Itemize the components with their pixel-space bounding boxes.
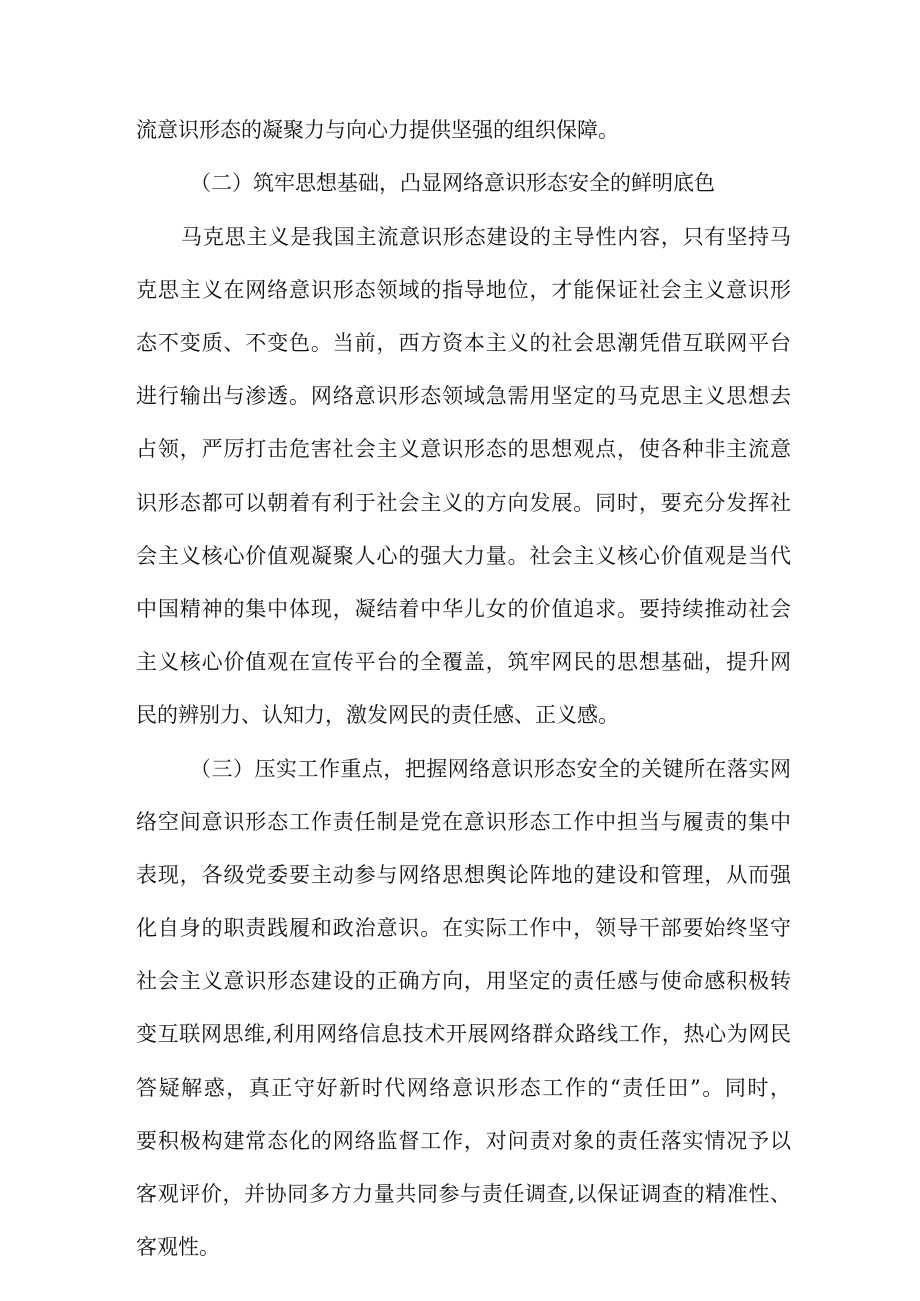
text-line: 答疑解惑，真正守好新时代网络意识形态工作的“责任田”。同时， xyxy=(136,1076,791,1100)
text-line: 客观性。 xyxy=(136,1235,220,1259)
text-line: 会主义核心价值观凝聚人心的强大力量。社会主义核心价值观是当代 xyxy=(136,544,791,568)
text-line: 识形态都可以朝着有利于社会主义的方向发展。同时，要充分发挥社 xyxy=(136,491,791,515)
text-line: 占领，严厉打击危害社会主义意识形态的思想观点，使各种非主流意 xyxy=(136,437,791,461)
text-line: 要积极构建常态化的网络监督工作，对问责对象的责任落实情况予以 xyxy=(136,1129,791,1153)
section-heading: （三）压实工作重点，把握网络意识形态安全的关键所在落实网 xyxy=(190,757,791,781)
text-line: 络空间意识形态工作责任制是党在意识形态工作中担当与履责的集中 xyxy=(136,810,791,834)
text-line: 表现，各级党委要主动参与网络思想舆论阵地的建设和管理，从而强 xyxy=(136,863,791,887)
section-heading: （二）筑牢思想基础，凸显网络意识形态安全的鲜明底色 xyxy=(190,171,715,195)
text-line: 态不变质、不变色。当前，西方资本主义的社会思潮凭借互联网平台 xyxy=(136,331,791,355)
text-line: 客观评价，并协同多方力量共同参与责任调查,以保证调查的精准性、 xyxy=(136,1182,791,1206)
text-line: 马克思主义是我国主流意识形态建设的主导性内容，只有坚持马 xyxy=(181,225,791,249)
text-line: 流意识形态的凝聚力与向心力提供坚强的组织保障。 xyxy=(136,118,619,142)
text-line: 民的辨别力、认知力，激发网民的责任感、正义感。 xyxy=(136,703,619,727)
text-line: 变互联网思维,利用网络信息技术开展网络群众路线工作，热心为网民 xyxy=(136,1022,791,1046)
text-line: 进行输出与渗透。网络意识形态领域急需用坚定的马克思主义思想去 xyxy=(136,384,791,408)
text-line: 克思主义在网络意识形态领域的指导地位，才能保证社会主义意识形 xyxy=(136,278,791,302)
text-line: 化自身的职责践履和政治意识。在实际工作中，领导干部要始终坚守 xyxy=(136,916,791,940)
text-line: 主义核心价值观在宣传平台的全覆盖，筑牢网民的思想基础，提升网 xyxy=(136,650,791,674)
text-line: 社会主义意识形态建设的正确方向，用坚定的责任感与使命感积极转 xyxy=(136,969,791,993)
text-line: 中国精神的集中体现，凝结着中华儿女的价值追求。要持续推动社会 xyxy=(136,597,791,621)
